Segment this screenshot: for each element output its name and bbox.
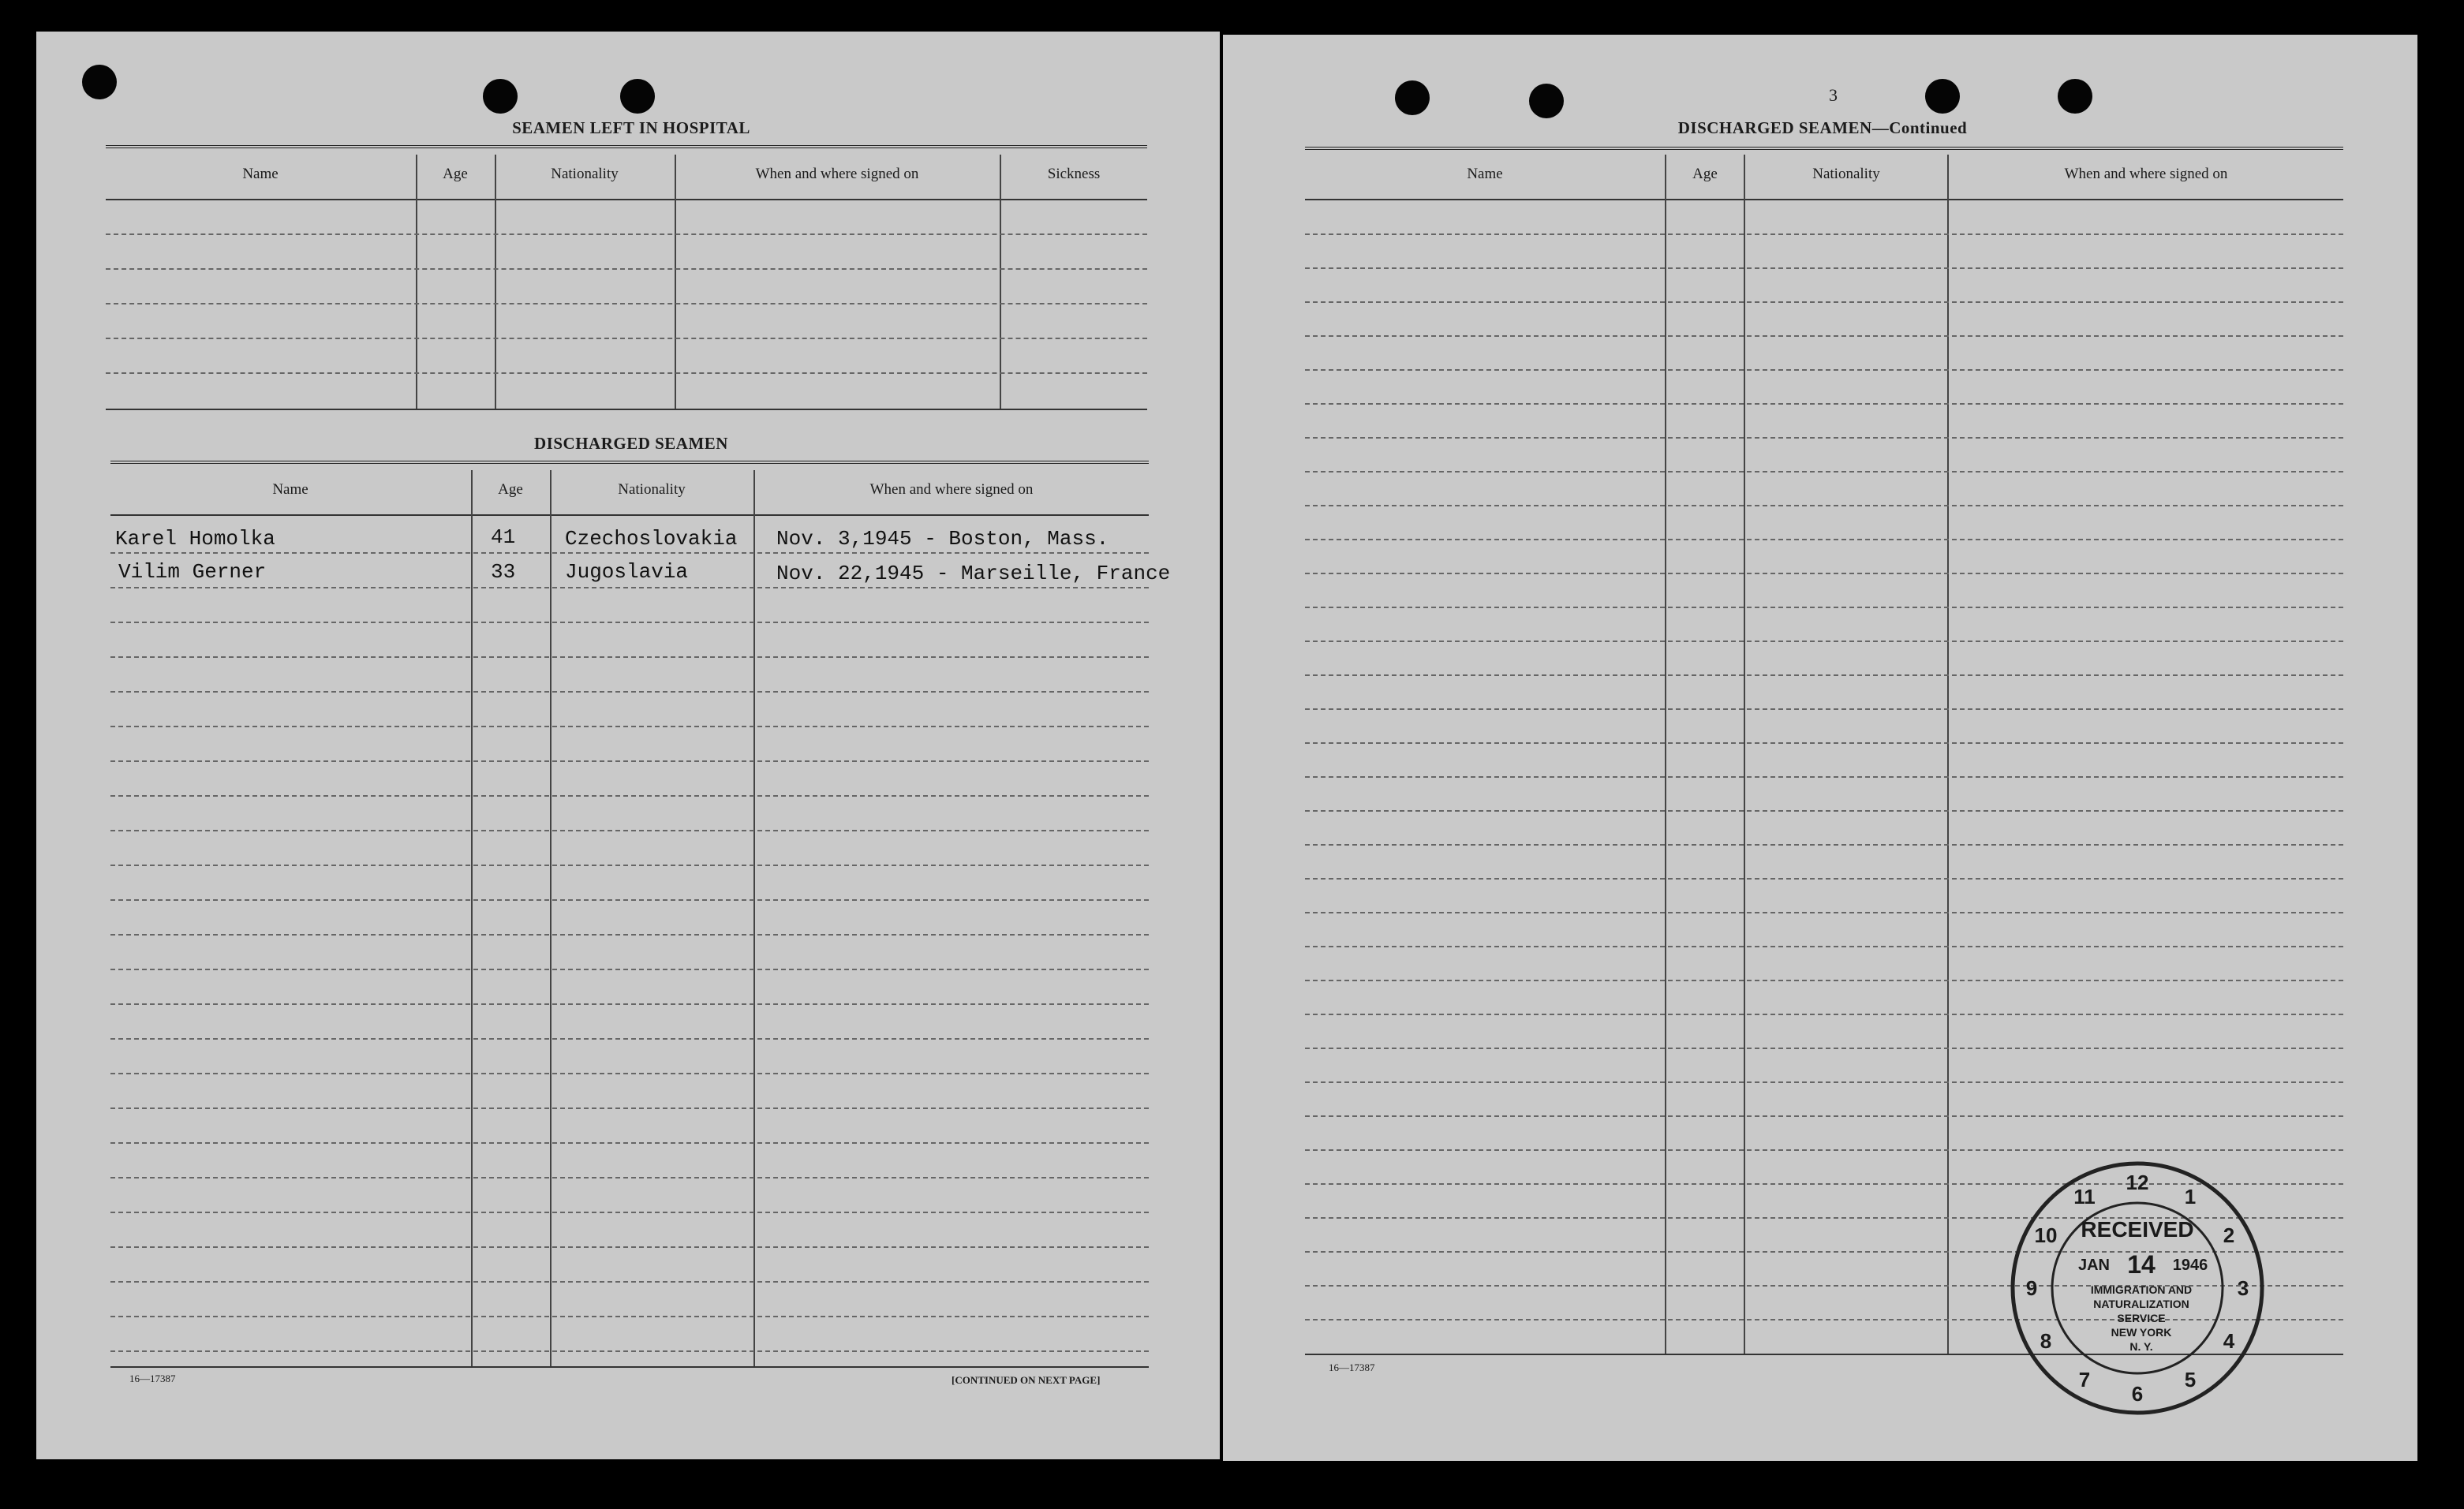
row-line <box>1305 607 2343 608</box>
row-line <box>1305 369 2343 371</box>
column-divider <box>1744 155 1745 1354</box>
stamp-ring-number: 2 <box>2223 1223 2235 1247</box>
row-line <box>1305 1081 2343 1083</box>
punch-hole <box>82 65 117 99</box>
row-line <box>1305 674 2343 676</box>
row-line <box>110 726 1149 727</box>
stamp-day: 14 <box>2127 1250 2156 1279</box>
row-line <box>110 795 1149 797</box>
row-line <box>1305 437 2343 439</box>
hospital-col-name: Name <box>242 166 279 182</box>
stamp-graphic <box>2007 1158 2268 1418</box>
row-line <box>1305 1014 2343 1015</box>
stamp-line-5: N. Y. <box>2129 1340 2153 1353</box>
row-line <box>1305 1149 2343 1151</box>
row-line <box>1305 505 2343 506</box>
row-line <box>110 1246 1149 1248</box>
row-line <box>1305 471 2343 472</box>
column-divider <box>471 470 473 1366</box>
row-line <box>1305 708 2343 710</box>
row-line <box>110 934 1149 936</box>
row-line <box>1305 301 2343 303</box>
stamp-ring-number: 3 <box>2237 1276 2249 1300</box>
row-line <box>110 899 1149 901</box>
column-divider <box>416 155 417 409</box>
row-line <box>1305 844 2343 846</box>
stamp-ring-number: 5 <box>2184 1368 2197 1391</box>
stamp-ring-number: 10 <box>2034 1223 2058 1247</box>
column-divider <box>675 155 676 409</box>
row-line <box>110 1038 1149 1040</box>
table-top-rule <box>106 145 1147 148</box>
row-line <box>106 372 1147 374</box>
stamp-received-word: RECEIVED <box>2081 1217 2194 1242</box>
row-line <box>110 760 1149 762</box>
row-line <box>1305 233 2343 235</box>
row-line <box>110 1316 1149 1317</box>
column-divider <box>1665 155 1666 1354</box>
seaman-2-name: Vilim Gerner <box>118 560 267 584</box>
seaman-1-name: Karel Homolka <box>115 527 275 551</box>
continued-col-age: Age <box>1692 166 1718 182</box>
row-line <box>1305 1048 2343 1049</box>
row-line <box>1305 335 2343 337</box>
row-line <box>110 656 1149 658</box>
hospital-col-nationality: Nationality <box>551 166 619 182</box>
row-line <box>110 1142 1149 1144</box>
row-line <box>110 552 1149 554</box>
stamp-ring-number: 8 <box>2040 1329 2052 1353</box>
form-code: 16—17387 <box>1329 1361 1375 1373</box>
row-line <box>1305 878 2343 880</box>
discharged-col-nationality: Nationality <box>618 481 686 498</box>
table-header-rule <box>106 199 1147 200</box>
stamp-line-4: NEW YORK <box>2111 1326 2172 1339</box>
stamp-year: 1946 <box>2172 1257 2208 1274</box>
stamp-line-1: IMMIGRATION AND <box>2090 1283 2193 1296</box>
row-line <box>110 1107 1149 1109</box>
discharged-section-title: DISCHARGED SEAMEN <box>534 434 728 453</box>
stamp-ring-number: 6 <box>2131 1382 2144 1406</box>
punch-hole <box>1529 84 1564 118</box>
row-line <box>110 865 1149 866</box>
continued-note: [CONTINUED ON NEXT PAGE] <box>952 1374 1101 1386</box>
row-line <box>1305 912 2343 913</box>
table-header-rule <box>110 514 1149 516</box>
row-line <box>1305 403 2343 405</box>
row-line <box>1305 641 2343 642</box>
row-line <box>1305 1115 2343 1117</box>
hospital-col-signed-on: When and where signed on <box>755 166 919 182</box>
seaman-2-signed-on: Nov. 22,1945 - Marseille, France <box>776 562 1171 585</box>
column-divider <box>1947 155 1949 1354</box>
continued-col-name: Name <box>1467 166 1503 182</box>
stamp-ring-number: 1 <box>2184 1185 2197 1208</box>
row-line <box>1305 980 2343 981</box>
row-line <box>106 268 1147 270</box>
row-line <box>110 1177 1149 1178</box>
seaman-1-nationality: Czechoslovakia <box>565 527 738 551</box>
left-page <box>36 32 1220 1459</box>
table-header-rule <box>1305 199 2343 200</box>
discharged-col-age: Age <box>498 481 523 498</box>
seaman-1-age: 41 <box>491 525 516 549</box>
row-line <box>110 1281 1149 1283</box>
row-line <box>110 1350 1149 1352</box>
row-line <box>110 1003 1149 1005</box>
column-divider <box>1000 155 1001 409</box>
punch-hole <box>1395 80 1430 115</box>
row-line <box>1305 810 2343 812</box>
continued-col-nationality: Nationality <box>1812 166 1880 182</box>
row-line <box>110 830 1149 831</box>
hospital-col-sickness: Sickness <box>1047 166 1101 182</box>
row-line <box>110 691 1149 693</box>
discharged-col-name: Name <box>272 481 308 498</box>
stamp-line-2: NATURALIZATION <box>2093 1298 2189 1310</box>
stamp-line-3: SERVICE <box>2117 1312 2166 1324</box>
row-line <box>1305 573 2343 574</box>
form-code: 16—17387 <box>129 1373 176 1384</box>
hospital-col-age: Age <box>443 166 468 182</box>
row-line <box>110 622 1149 623</box>
seaman-2-age: 33 <box>491 560 516 584</box>
row-line <box>1305 742 2343 744</box>
stamp-ring-number: 7 <box>2078 1368 2091 1391</box>
page-number: 3 <box>1829 85 1838 105</box>
discharged-col-signed-on: When and where signed on <box>869 481 1034 498</box>
punch-hole <box>1925 79 1960 114</box>
stamp-month: JAN <box>2077 1257 2111 1274</box>
row-line <box>1305 776 2343 778</box>
stamp-ring-number: 9 <box>2025 1276 2038 1300</box>
row-line <box>110 1073 1149 1074</box>
table-bottom-rule <box>106 409 1147 410</box>
row-line <box>106 338 1147 339</box>
hospital-section-title: SEAMEN LEFT IN HOSPITAL <box>512 118 750 137</box>
row-line <box>106 233 1147 235</box>
stamp-ring-number: 12 <box>2126 1171 2149 1194</box>
stamp-ring-number: 4 <box>2223 1329 2235 1353</box>
punch-hole <box>620 79 655 114</box>
column-divider <box>753 470 755 1366</box>
seaman-1-signed-on: Nov. 3,1945 - Boston, Mass. <box>776 527 1109 551</box>
column-divider <box>495 155 496 409</box>
row-line <box>1305 267 2343 269</box>
discharged-continued-title: DISCHARGED SEAMEN—Continued <box>1677 118 1968 137</box>
row-line <box>106 303 1147 304</box>
row-line <box>1305 539 2343 540</box>
continued-col-signed-on: When and where signed on <box>2064 166 2228 182</box>
punch-hole <box>483 79 518 114</box>
table-bottom-rule <box>110 1366 1149 1368</box>
punch-hole <box>2058 79 2092 114</box>
row-line <box>1305 946 2343 947</box>
table-top-rule <box>1305 147 2343 150</box>
column-divider <box>550 470 552 1366</box>
seaman-2-nationality: Jugoslavia <box>565 560 689 584</box>
table-top-rule <box>110 461 1149 464</box>
row-line <box>110 587 1149 588</box>
stamp-ring-number: 11 <box>2073 1185 2096 1208</box>
row-line <box>110 969 1149 970</box>
received-stamp <box>2007 1158 2268 1418</box>
row-line <box>110 1212 1149 1213</box>
